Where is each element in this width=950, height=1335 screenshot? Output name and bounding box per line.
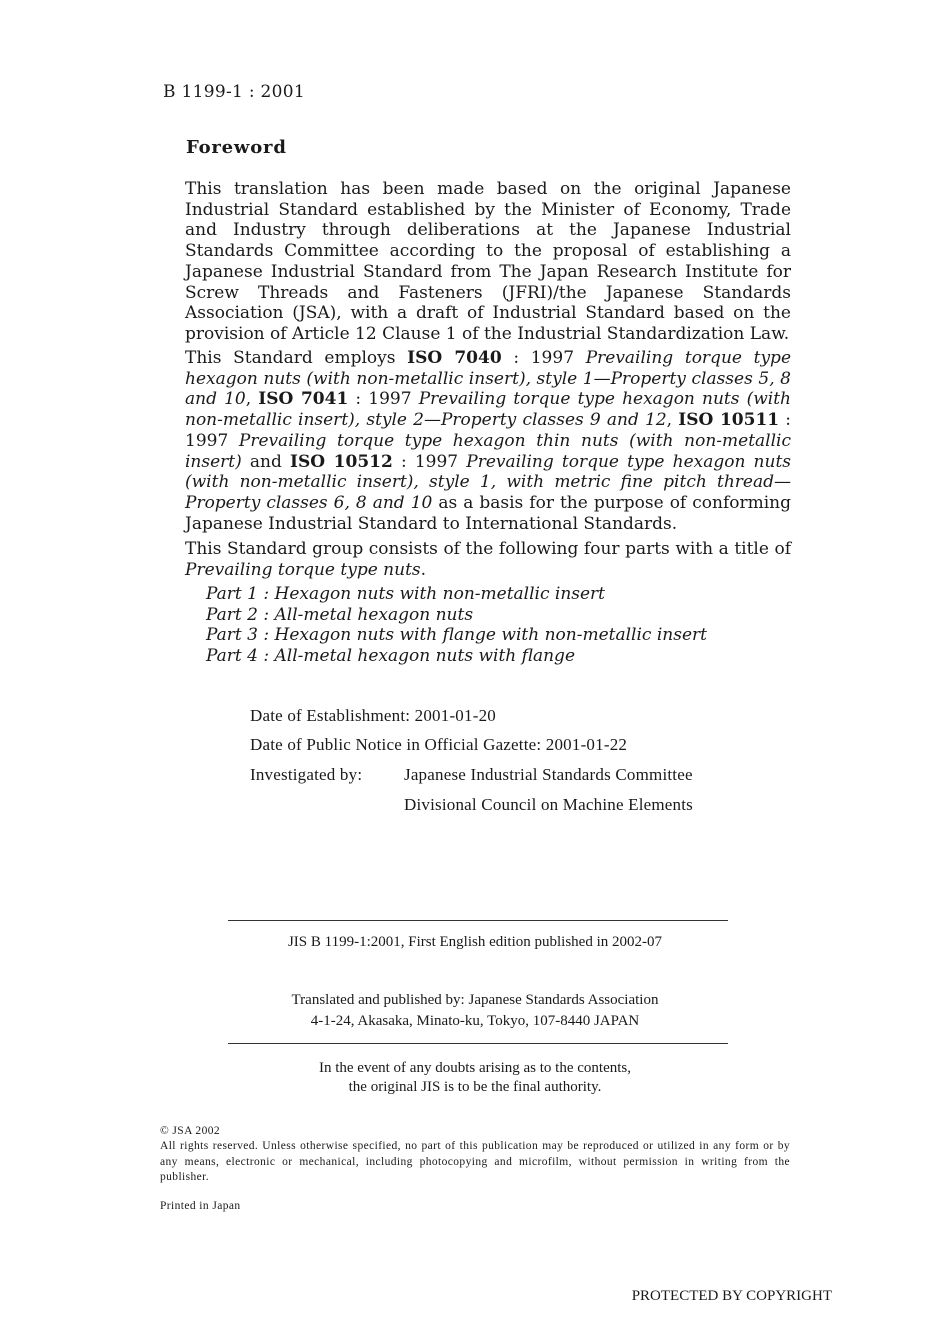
para2-text: This Standard employs xyxy=(185,348,408,368)
foreword-paragraph-1: This translation has been made based on the original Japanese Industrial Standard established by the Minister of Economy, Trade and Industry through deliberations at the Japanese Industrial Standards Committee according to the proposal of establishing a Japanese Industrial Standard from The Japan Research Institute for Screw Threads and Fasteners (JFRI)/the Japanese Standards Association (JSA), with a draft of Industrial Standard based on the provision of Article 12 Clause 1 of the Industrial Standardization Law. xyxy=(185,179,791,344)
list-item: Part 4 : All-metal hexagon nuts with flange xyxy=(206,646,576,667)
para2-text: as a basis for the purpose of conforming Japanese Industrial Standard to International Standards. xyxy=(185,492,791,534)
authority-note-line2: the original JIS is to be the final authority. xyxy=(348,1079,602,1095)
foreword-heading: Foreword xyxy=(186,137,287,158)
date-of-public-notice: Date of Public Notice in Official Gazette: 2001-01-22 xyxy=(250,735,628,754)
iso-ref: ISO 7041 xyxy=(258,389,349,410)
iso-title: Prevailing torque type hexagon nuts (with non-metallic insert), style 1, with metric fine pitch thread—Property classes 6, 8 and 10 xyxy=(185,451,792,513)
authority-note-line1: In the event of any doubts arising as to the contents, xyxy=(318,1060,631,1076)
para2-text: : 1997 xyxy=(348,389,419,410)
para3-end: . xyxy=(420,559,427,580)
iso-title: Prevailing torque type hexagon nuts (with non-metallic insert), style 2—Property classes 9 and 12 xyxy=(185,389,792,431)
para2-text: : 1997 xyxy=(392,451,467,472)
para3-text: This Standard group consists of the following four parts with a title of xyxy=(185,539,791,559)
rights-reserved: All rights reserved. Unless otherwise specified, no part of this publication may be reproduced or utilized in any form or by any means, electronic or mechanical, including photocopying and microfilm, without permission in writing from the publisher. xyxy=(160,1140,790,1183)
iso-ref: ISO 10511 xyxy=(678,410,780,431)
printed-in: Printed in Japan xyxy=(160,1200,241,1212)
list-item: Part 1 : Hexagon nuts with non-metallic insert xyxy=(206,584,606,604)
publisher-line: Translated and published by: Japanese Standards Association xyxy=(291,992,659,1008)
list-item: Part 3 : Hexagon nuts with flange with non-metallic insert xyxy=(206,625,707,646)
para2-text: : 1997 xyxy=(501,348,586,368)
edition-note: JIS B 1199-1:2001, First English edition published in 2002-07 xyxy=(287,934,663,950)
iso-title: Prevailing torque type hexagon nuts (with non-metallic insert), style 1—Property classes 5, 8 and 10 xyxy=(185,348,792,410)
investigated-by-line2: Divisional Council on Machine Elements xyxy=(404,795,693,814)
copyright-stamp: PROTECTED BY COPYRIGHT xyxy=(631,1288,832,1304)
divider xyxy=(228,1043,728,1044)
investigated-by-line1: Japanese Industrial Standards Committee xyxy=(404,765,693,784)
list-item: Part 2 : All-metal hexagon nuts xyxy=(206,604,474,625)
parts-list xyxy=(206,584,707,667)
copyright-notice: © JSA 2002 xyxy=(160,1125,221,1137)
para2-text: , xyxy=(666,410,679,431)
document-code: B 1199-1 : 2001 xyxy=(163,82,306,102)
date-of-establishment: Date of Establishment: 2001-01-20 xyxy=(250,706,496,725)
group-title: Prevailing torque type nuts xyxy=(185,559,421,580)
foreword-paragraph-3 xyxy=(185,539,791,580)
iso-title: Prevailing torque type hexagon thin nuts (with non-metallic insert) xyxy=(185,430,791,472)
divider xyxy=(228,920,728,921)
para2-text: : 1997 xyxy=(185,410,791,451)
iso-ref: ISO 10512 xyxy=(290,451,393,472)
para2-text: and xyxy=(241,451,290,472)
iso-ref: ISO 7040 xyxy=(407,348,502,368)
investigated-by-label: Investigated by: xyxy=(250,765,363,784)
publisher-address: 4-1-24, Akasaka, Minato-ku, Tokyo, 107-8440 JAPAN xyxy=(310,1013,640,1029)
foreword-paragraph-2 xyxy=(185,348,791,534)
para2-text: , xyxy=(245,389,259,410)
